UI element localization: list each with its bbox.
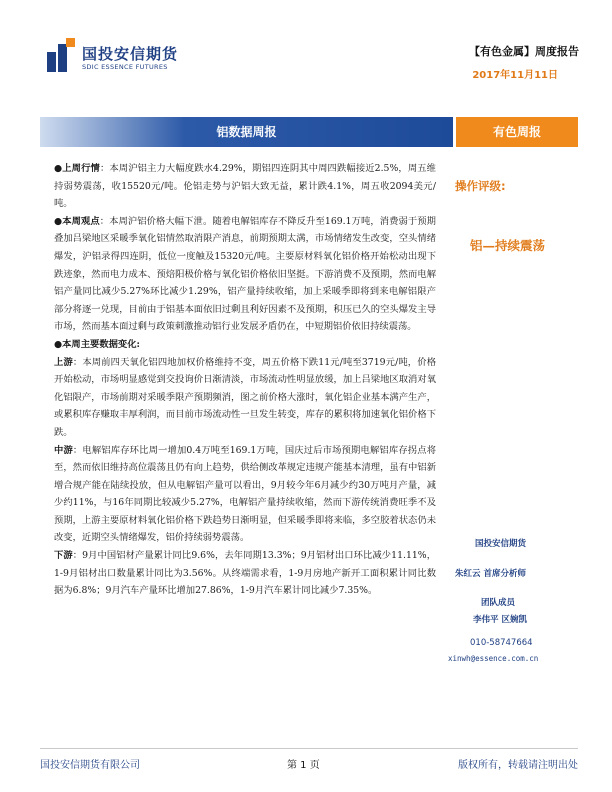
contact-email-link[interactable]: xinwh@essence.com.cn <box>448 654 539 663</box>
bullet-icon: ● <box>54 338 63 350</box>
data-changes-label: 本周主要数据变化: <box>62 338 140 350</box>
weekly-view-text: ：本周沪铝价格大幅下泄。随着电解铝库存不降反升至169.1万吨，消费弱于预期叠加吕梁地区采暖季氧化铝情然取消限产消息，前期预期太满，市场情绪发生改变，空头情绪爆发，沪铝录得四连阴，低位一度触及15320元/吨。主要原材料氧化铝价格开始松动出现下跌迹象，然而电力成本、预焙阳极价格与氧化铝价格依旧坚挺。下游消费不及预期，然而电解铝产量同比减少5.27%环比减少1.29%，铝产量持续收缩，加上采暖季即将到来电解铝限产部分将逐一兑现，目前由于铝基本面依旧过剩且利好因素不及预期，积压已久的空头爆发主导市场，然而基本面过剩与政策刺激推动铝行业发展矛盾仍在，中短期铝价依旧持续震荡。 <box>54 215 436 333</box>
sector-title: 有色周报 <box>492 125 541 139</box>
data-changes-heading <box>54 336 436 354</box>
page-number: 第 1 页 <box>287 760 320 771</box>
midstream-label: 中游 <box>54 444 73 456</box>
report-date: 2017年11月11日 <box>472 70 558 81</box>
weekly-view-paragraph <box>54 213 436 336</box>
midstream-paragraph <box>54 442 436 548</box>
downstream-paragraph <box>54 547 436 600</box>
contact-phone: 010-58747664 <box>470 638 533 648</box>
footer-company: 国投安信期货有限公司 <box>40 760 140 771</box>
downstream-label: 下游 <box>54 550 73 562</box>
sidebar-analyst: 朱红云 首席分析师 <box>455 569 526 579</box>
upstream-label: 上游 <box>54 356 73 368</box>
company-logo-subtext: SDIC ESSENCE FUTURES <box>82 63 168 71</box>
company-logo-text: 国投安信期货 <box>82 45 179 63</box>
rating-value: 铝—持续震荡 <box>470 238 546 253</box>
midstream-text: ：电解铝库存环比周一增加0.4万吨至169.1万吨，国庆过后市场预期电解铝库存拐点将至，然而依旧维持高位震荡且仍有向上趋势，供给侧改革规定违规产能基本清理，虽有中铝新增合规产能在陆续投放，但从电解铝产量可以看出，9月较今年6月减少约30万吨月产量，减少约11%，与16年同期比较减少5.27%，电解铝产量持续收缩，然而下游传统消费旺季不及预期，上游主要原材料氧化铝价格下跌趋势日渐明显，但采暖季即将来临，多空胶着状态仍未改变，近期空头情绪爆发，铝价持续弱势震荡。 <box>54 444 436 544</box>
upstream-paragraph <box>54 354 436 442</box>
weekly-market-paragraph <box>54 160 436 213</box>
sidebar-team-label: 团队成员 <box>481 598 516 608</box>
weekly-view-label: 本周观点 <box>62 215 100 227</box>
report-type-label: 【有色金属】周度报告 <box>469 45 579 58</box>
footer-divider <box>40 748 578 749</box>
sidebar-company: 国投安信期货 <box>475 539 527 549</box>
weekly-market-label: 上周行情 <box>62 163 100 174</box>
bullet-icon: ● <box>54 163 63 174</box>
downstream-text: ：9月中国铝材产量累计同比9.6%，去年同期13.3%；9月铝材出口环比减少11.11%，1-9月铝材出口数量累计同比为3.56%。从终端需求看，1-9月房地产新开工面积累计同比数据为6.8%；9月汽车产量环比增加27.86%，1-9月汽车累计同比减少7.35%。 <box>54 550 436 597</box>
sidebar-team-members: 李伟平 区婉凯 <box>473 615 527 625</box>
weekly-market-text: ：本周沪铝主力大幅度跌水4.29%，期铝四连阴其中周四跌幅接近2.5%，周五维持弱势震荡，收15520元/吨。伦铝走势与沪铝大致无益，累计跌4.1%，周五收2094美元/吨。 <box>54 163 436 210</box>
upstream-text: ：本周前四天氧化铝四地加权价格维持不变，周五价格下跌11元/吨至3719元/吨，价格开始松动，市场明显感觉到交投询价日渐清淡，市场流动性明显放缓，加上吕梁地区取消对氧化铝限产，市场前期对采暖季限产预期频消，图之前价格大涨时，氧化铝企业基本满产生产，或累积库存赚取丰厚利润，而目前市场流动性一旦发生转变，库存的累积将加速氧化铝价格下跌。 <box>54 356 436 438</box>
bullet-icon: ● <box>54 215 63 227</box>
company-logo-icon <box>47 38 75 72</box>
rating-label: 操作评级: <box>455 179 506 193</box>
report-title: 铝数据周报 <box>216 125 277 139</box>
report-body <box>54 160 436 600</box>
footer-copyright: 版权所有，转载请注明出处 <box>458 760 578 771</box>
